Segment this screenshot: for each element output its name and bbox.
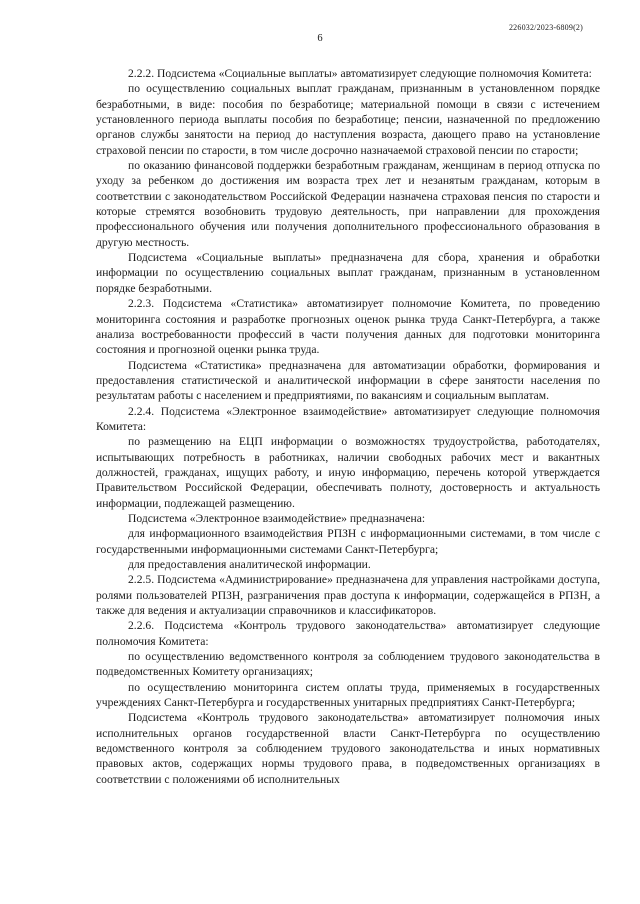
paragraph-analytics: для предоставления аналитической информации. [128, 558, 371, 571]
paragraph-labor-law-control: Подсистема «Контроль трудового законодательства» автоматизирует полномочия иных исполнительных органов государственной власти Санкт-Петербурга по осуществлению ведомственного контроля за соблюдением трудового законодательства и иных нормативных правовых актов, содержащих нормы трудового права, в подведомственных организациях в соответствии с положениями об исполнительных [96, 711, 600, 786]
paragraph-info-interaction: для информационного взаимодействия РПЗН с информационными системами, в том числе с государственными информационными системами Санкт-Петербурга; [96, 527, 600, 556]
paragraph-financial-support: по оказанию финансовой поддержки безработным гражданам, женщинам в период отпуска по уходу за ребенком до достижения им возраста трех лет и незанятым гражданам, которым в соответствии с законодательством Российской Федерации назначена страховая пенсия по старости и которые стремятся возобновить трудовую деятельность, при направлении для прохождения профессионального обучения или получения дополнительного профессионального образования в другую местность. [96, 159, 600, 249]
paragraph-social-payments-purpose: Подсистема «Социальные выплаты» предназначена для сбора, хранения и обработки информации по осуществлению социальных выплат гражданам, признанным в установленном порядке безработными. [96, 251, 600, 295]
paragraph-departmental-control: по осуществлению ведомственного контроля за соблюдением трудового законодательства в подведомственных Комитету организациях; [96, 650, 600, 679]
paragraph-statistics-purpose: Подсистема «Статистика» предназначена для автоматизации обработки, формирования и предоставления статистической и аналитической информации в сфере занятости населения по результатам работы с населением и предприятиями, по вакансиям и социальным выплатам. [96, 358, 600, 403]
document-body [96, 66, 600, 787]
paragraph-electronic-purpose: Подсистема «Электронное взаимодействие» предназначена: [128, 511, 426, 525]
paragraph-ecp-placement: по размещению на ЕЦП информации о возможностях трудоустройства, работодателях, испытывающих потребность в работниках, наличии свободных рабочих мест и вакантных должностей, гражданах, ищущих работу, и иную информацию, перечень которой утверждается Правительством Российской Федерации, обеспечивать полноту, достоверность и актуальность информации, подлежащей размещению. [96, 435, 600, 510]
paragraph-2-2-3: 2.2.3. Подсистема «Статистика» автоматизирует полномочие Комитета, по проведению мониторинга состояния и разработке прогнозных оценок рынка труда Санкт-Петербурга, а также анализа востребованности профессий в части получения данных для подготовки мониторинга состояния и прогнозной оценки рынка труда. [96, 297, 600, 357]
paragraph-wage-monitoring: по осуществлению мониторинга систем оплаты труда, применяемых в государственных учреждениях Санкт-Петербурга и государственных унитарных предприятиях Санкт-Петербурга; [96, 680, 600, 710]
paragraph-2-2-5: 2.2.5. Подсистема «Администрирование» предназначена для управления настройками доступа, ролями пользователей РПЗН, разграничения прав доступа к информации, содержащейся в РПЗН, а также для ведения и актуализации справочников и классификаторов. [96, 573, 600, 618]
doc-code: 226032/2023-6809(2) [508, 23, 583, 32]
paragraph-social-payments: по осуществлению социальных выплат гражданам, признанным в установленном порядке безработными, в виде: пособия по безработице; материальной помощи в связи с истечением установленного периода выплаты пособия по безработице; пенсии, назначенной по предложению органов службы занятости на период до наступления возраста, дающего право на установление страховой пенсии по старости, в том числе досрочно назначаемой страховой пенсии по старости; [96, 82, 600, 157]
page-number: 6 [317, 33, 323, 44]
paragraph-2-2-4: 2.2.4. Подсистема «Электронное взаимодействие» автоматизирует следующие полномочия Комитета: [96, 404, 600, 433]
paragraph-2-2-6: 2.2.6. Подсистема «Контроль трудового законодательства» автоматизирует следующие полномочия Комитета: [96, 619, 600, 648]
paragraph-2-2-2: 2.2.2. Подсистема «Социальные выплаты» автоматизирует следующие полномочия Комитета: [128, 67, 592, 80]
